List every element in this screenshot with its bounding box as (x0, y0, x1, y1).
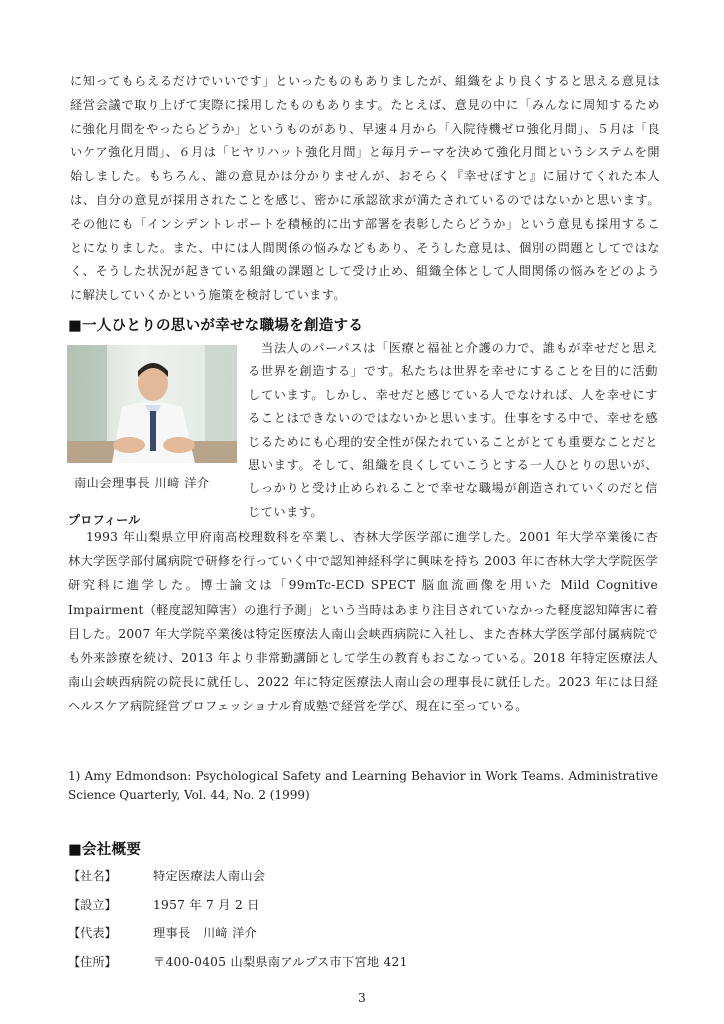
overview-label: 【住所】 (68, 954, 117, 969)
overview-value: 1957 年 7 月 2 日 (153, 897, 260, 912)
intro-paragraph: に知ってもらえるだけでいいです」といったものもありましたが、組織をより良くすると思える意見は経営会議で取り上げて実際に採用したものもあります。たとえば、意見の中に「みんなに周知するために強化月間をやったらどうか」というものがあり、早速４月から「入院待機ゼロ強化月間」、５月は「良いケア強化月間」、６月は「ヒヤリハット強化月間」と毎月テーマを決めて強化月間というシステムを開始しました。もちろん、誰の意見かは分かりませんが、おそらく『幸せぽすと』に届けてくれた本人は、自分の意見が採用されたことを感じ、密かに承認欲求が満たされているのではないかと思います。その他にも「インシデントレポートを積極的に出す部署を表彰したらどうか」という意見も採用することになりました。また、中には人間関係の悩みなどもあり、そうした意見は、個別の問題としてではなく、そうした状況が起きている組織の課題として受け止め、組織全体として人間関係の悩みをどのように解決していくかという施策を検討しています。 (70, 74, 660, 303)
section-heading: ■一人ひとりの思いが幸せな職場を創造する (68, 318, 364, 334)
purpose-paragraph: 当法人のパーパスは「医療と福祉と介護の力で、誰もが幸せだと思える世界を創造する」です。私たちは世界を幸せにすることを目的に活動しています。しかし、幸せだと感じている人でなければ、人を幸せにすることはできないのではないかと思います。仕事をする中で、幸せを感じるためにも心理的安全性が保たれていることがとても重要なことだと思います。そして、組織を良くしていこうとする一人ひとりの思いが、しっかりと受け止められることで幸せな職場が創造されていくのだと信じています。 (248, 341, 658, 519)
overview-row-founded (68, 891, 588, 920)
overview-value: 理事長 川﨑 洋介 (153, 926, 258, 940)
overview-label: 【設立】 (68, 897, 117, 912)
company-overview-heading: ■会社概要 (68, 842, 142, 858)
overview-label: 【代表】 (68, 926, 117, 940)
chairman-photo (67, 345, 237, 463)
page-number: 3 (358, 991, 366, 1005)
footnote: 1) Amy Edmondson: Psychological Safety and Learning Behavior in Work Teams. Administrative Science Quarterly, Vol. 44, No. 2 (1999) (68, 769, 658, 802)
overview-row-representative (68, 919, 588, 948)
chairman-photo-image (67, 345, 237, 463)
overview-row-address (68, 948, 588, 977)
overview-row-name (68, 862, 588, 891)
overview-value: 特定医療法人南山会 (153, 869, 266, 883)
overview-label: 【社名】 (68, 869, 117, 883)
company-overview-list (68, 862, 588, 976)
profile-paragraph: 1993 年山梨県立甲府南高校理数科を卒業し、杏林大学医学部に進学した。2001 年大学卒業後に杏林大学医学部付属病院で研修を行っていく中で認知神経科学に興味を持ち 2003 年に杏林大学大学院医学研究科に進学した。博士論文は「99mTc-ECD SPECT 脳血流画像を用いた Mild Cognitive Impairment（軽度認知障害）の進行予測」という当時はあまり注目されていなかった軽度認知障害に着目した。2007 年大学院卒業後は特定医療法人南山会峡西病院に入社し、また杏林大学医学部付属病院でも外来診療を続け、2013 年より非常勤講師として学生の教育もおこなっている。2018 年特定医療法人南山会峡西病院の院長に就任し、2022 年に特定医療法人南山会の理事長に就任した。2023 年には日経ヘルスケア病院経営プロフェッショナル育成塾で経営を学び、現在に至っている。 (68, 530, 659, 714)
profile-label: プロフィール (68, 513, 141, 527)
photo-caption: 南山会理事長 川﨑 洋介 (74, 476, 210, 490)
overview-value: 〒400-0405 山梨県南アルプス市下宮地 421 (153, 954, 408, 969)
